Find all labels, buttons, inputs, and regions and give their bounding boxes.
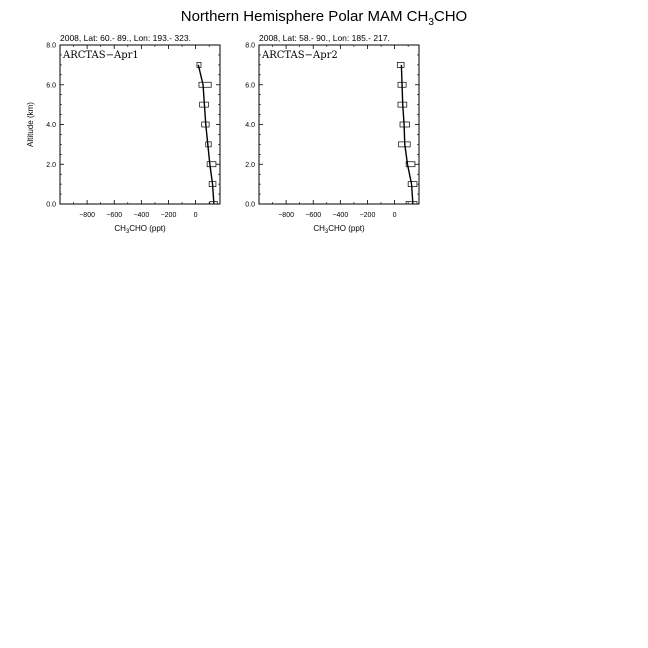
panel-1 [26,33,220,235]
range-box [207,162,216,167]
panel-subtitle: 2008, Lat: 60.- 89., Lon: 193.- 323. [60,33,191,43]
title-prefix: Northern Hemisphere Polar MAM CH [180,8,429,25]
range-box [397,62,404,67]
title-suffix: CHO [433,8,468,25]
profile-line [401,65,413,204]
y-tick-label: 0.0 [245,201,255,209]
x-axis-label: $CH_3CHO$ (ppt) [114,224,166,235]
y-tick-label: 6.0 [46,82,56,90]
x-tick-label: −400 [332,212,349,219]
x-tick-label: −400 [133,212,150,219]
y-tick-label: 4.0 [245,122,255,129]
x-tick-label: −800 [278,212,295,219]
x-tick-label: −200 [160,212,177,219]
x-tick-label: −600 [106,212,123,219]
profile-line [198,65,214,204]
range-box [199,82,211,87]
y-tick-label: 0.0 [46,201,56,209]
y-axis-label: Altitude (km) [26,102,35,147]
x-tick-label: −200 [359,212,376,219]
y-tick-label: 8.0 [245,42,255,50]
panel-subtitle: 2008, Lat: 58.- 90., Lon: 185.- 217. [259,33,390,43]
title-subscript: 3 [428,17,434,28]
x-tick-label: −800 [79,212,96,219]
x-tick-label: −600 [305,212,322,219]
y-tick-label: 6.0 [245,82,255,90]
plot-frame [60,45,220,204]
y-tick-label: 2.0 [245,161,255,169]
y-tick-label: 2.0 [46,161,56,169]
x-tick-label: 0 [392,212,397,219]
experiment-label: ARCTAS−Apr2 [262,50,338,61]
plot-frame [259,45,419,204]
range-box [408,182,417,187]
experiment-label: ARCTAS−Apr1 [63,50,139,61]
panel-2 [245,33,419,235]
x-axis-label: $CH_3CHO$ (ppt) [313,224,365,235]
x-tick-label: 0 [193,212,198,219]
y-tick-label: 8.0 [46,42,56,50]
y-tick-label: 4.0 [46,122,56,129]
